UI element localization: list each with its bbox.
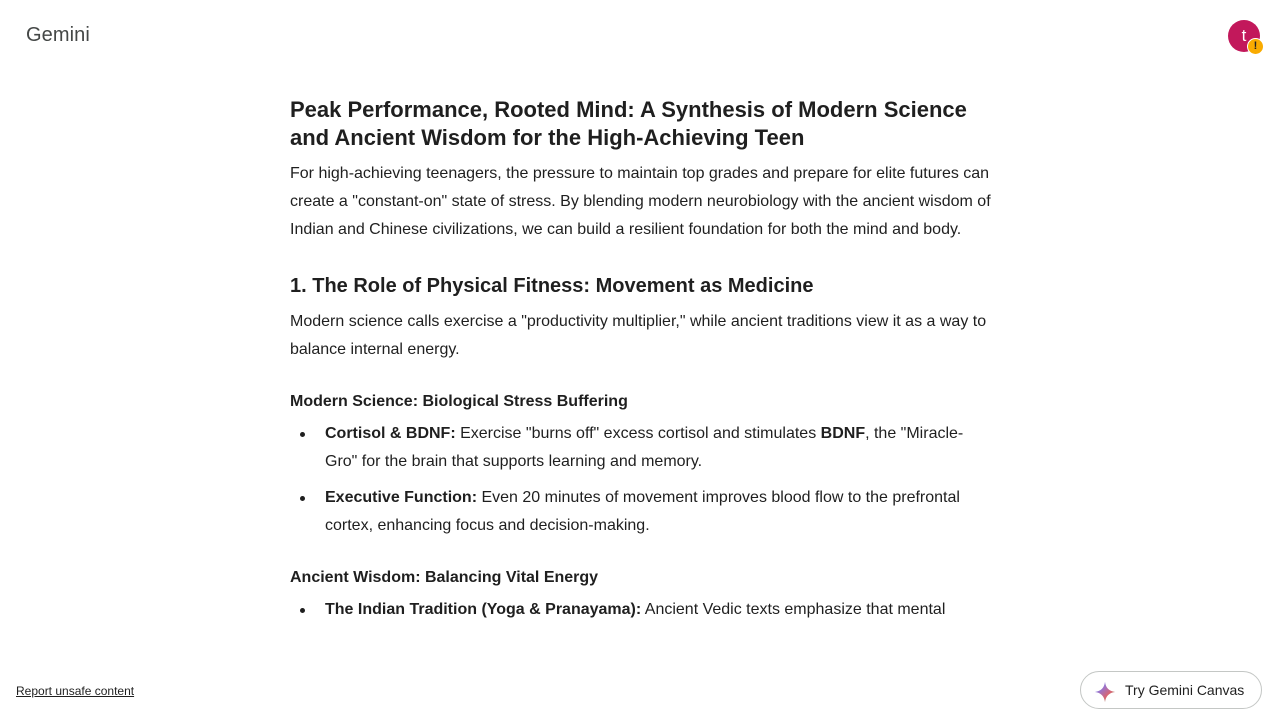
- top-bar: [0, 0, 1280, 72]
- bullet-icon: [300, 496, 305, 501]
- try-gemini-canvas-button[interactable]: [1080, 671, 1262, 709]
- section-intro: Modern science calls exercise a "productivity multiplier," while ancient traditions view it as a way to balance internal energy.: [290, 313, 987, 358]
- account-avatar[interactable]: t: [1228, 20, 1260, 52]
- response-content: [290, 96, 995, 668]
- list-item-text: Even 20 minutes of movement improves blood flow to the prefrontal cortex, enhancing focus and decision-making.: [325, 489, 960, 534]
- subsection-heading-ancient: Ancient Wisdom: Balancing Vital Energy: [290, 569, 599, 586]
- list-item-text: Exercise "burns off" excess cortisol and stimulates: [455, 425, 821, 442]
- warning-badge-icon: !: [1247, 38, 1264, 55]
- list-item-term: Cortisol & BDNF:: [325, 425, 456, 442]
- list-item-text: Ancient Vedic texts emphasize that mental: [641, 601, 946, 618]
- bullet-icon: [300, 432, 305, 437]
- list-item-term: Executive Function:: [325, 489, 478, 506]
- list-item: [325, 420, 995, 476]
- list-item-emphasis: BDNF: [820, 425, 866, 442]
- article-title: Peak Performance, Rooted Mind: A Synthesis of Modern Science and Ancient Wisdom for the High-Achieving Teen: [290, 97, 967, 150]
- canvas-button-label: Try Gemini Canvas: [1125, 682, 1245, 698]
- gemini-spark-icon: [1094, 681, 1116, 703]
- list-item-term: The Indian Tradition (Yoga & Pranayama):: [325, 601, 642, 618]
- bullet-icon: [300, 608, 305, 613]
- list-item-text: , the "Miracle-Gro" for the brain that supports learning and memory.: [325, 425, 964, 470]
- subsection-heading-modern: Modern Science: Biological Stress Buffering: [290, 393, 628, 410]
- list-item: [325, 596, 995, 624]
- list-item: [325, 484, 995, 540]
- section-heading: 1. The Role of Physical Fitness: Movement as Medicine: [290, 275, 814, 297]
- modern-science-list: [290, 420, 995, 540]
- ancient-wisdom-list: [290, 596, 995, 624]
- app-title[interactable]: Gemini: [26, 24, 90, 46]
- report-unsafe-content-link[interactable]: Report unsafe content: [16, 684, 135, 698]
- article-intro: For high-achieving teenagers, the pressure to maintain top grades and prepare for elite futures can create a "constant-on" state of stress. By blending modern neurobiology with the ancient wisdom of Indian and Chinese civilizations, we can build a resilient foundation for both the mind and body.: [290, 165, 991, 238]
